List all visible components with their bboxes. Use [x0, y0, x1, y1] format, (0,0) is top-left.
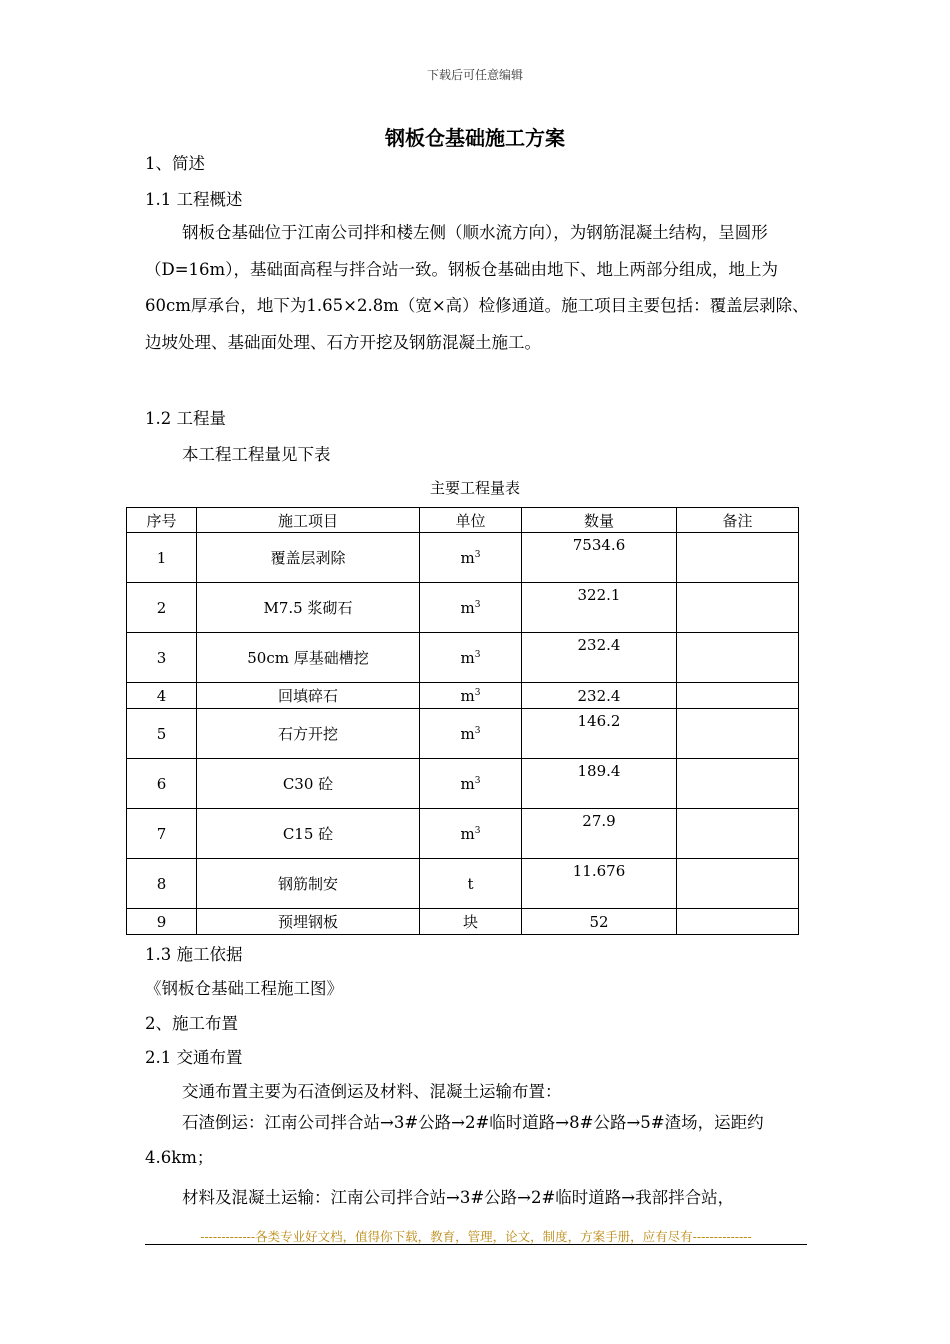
material-text: 材料及混凝土运输：江南公司拌合站→3#公路→2#临时道路→我部拌合站， — [182, 1188, 735, 1207]
quantity-table — [126, 507, 799, 935]
cell-note — [677, 683, 799, 709]
cell-item: 钢筋制安 — [197, 859, 420, 909]
cell-note — [677, 709, 799, 759]
cell-unit: $m^3$ — [420, 533, 522, 583]
header-qty: 数量 — [522, 508, 677, 533]
table-row — [127, 759, 799, 809]
header-unit: 单位 — [420, 508, 522, 533]
cell-unit: t — [420, 859, 522, 909]
cell-item: 预埋钢板 — [197, 909, 420, 935]
slag-paragraph — [145, 1105, 813, 1175]
cell-note — [677, 759, 799, 809]
basis-text: 《钢板仓基础工程施工图》 — [145, 979, 343, 998]
traffic-intro: 交通布置主要为石渣倒运及材料、混凝土运输布置： — [182, 1082, 562, 1101]
cell-qty: 322.1 — [522, 583, 677, 633]
cell-unit: $m^3$ — [420, 683, 522, 709]
cell-note — [677, 533, 799, 583]
section-1-heading: 1、简述 — [145, 154, 205, 173]
table-row — [127, 909, 799, 935]
document-title: 钢板仓基础施工方案 — [385, 126, 565, 150]
cell-item: M7.5 浆砌石 — [197, 583, 420, 633]
footer-banner: -------------各类专业好文档，值得你下载，教育，管理，论文，制度，方案手册，应有尽有-------------- — [200, 1229, 752, 1244]
cell-no: 1 — [127, 533, 197, 583]
cell-qty: 189.4 — [522, 759, 677, 809]
cell-unit: $m^3$ — [420, 583, 522, 633]
table-row — [127, 809, 799, 859]
cell-no: 2 — [127, 583, 197, 633]
cell-no: 4 — [127, 683, 197, 709]
cell-unit: $m^3$ — [420, 759, 522, 809]
section-1-2-heading: 1.2 工程量 — [145, 409, 226, 428]
slag-text: 石渣倒运：江南公司拌合站→3#公路→2#临时道路→8#公路→5#渣场，运距约 4.6km； — [145, 1113, 764, 1167]
cell-no: 3 — [127, 633, 197, 683]
cell-qty: 232.4 — [522, 683, 677, 709]
section-2-heading: 2、施工布置 — [145, 1014, 238, 1033]
cell-note — [677, 859, 799, 909]
cell-unit: $m^3$ — [420, 809, 522, 859]
cell-unit: $m^3$ — [420, 709, 522, 759]
table-row — [127, 859, 799, 909]
table-row — [127, 633, 799, 683]
table-row — [127, 683, 799, 709]
cell-note — [677, 809, 799, 859]
header-note: 备注 — [677, 508, 799, 533]
cell-item: 石方开挖 — [197, 709, 420, 759]
cell-note — [677, 583, 799, 633]
section-2-1-heading: 2.1 交通布置 — [145, 1048, 243, 1067]
cell-item: C15 砼 — [197, 809, 420, 859]
cell-unit: 块 — [420, 909, 522, 935]
cell-qty: 27.9 — [522, 809, 677, 859]
cell-note — [677, 633, 799, 683]
section-1-1-heading: 1.1 工程概述 — [145, 190, 243, 209]
cell-item: 50cm 厚基础槽挖 — [197, 633, 420, 683]
cell-no: 5 — [127, 709, 197, 759]
cell-item: C30 砼 — [197, 759, 420, 809]
table-row — [127, 709, 799, 759]
overview-paragraph — [145, 215, 813, 361]
cell-no: 6 — [127, 759, 197, 809]
cell-qty: 7534.6 — [522, 533, 677, 583]
cell-qty: 146.2 — [522, 709, 677, 759]
cell-unit: $m^3$ — [420, 633, 522, 683]
header-item: 施工项目 — [197, 508, 420, 533]
quantity-intro: 本工程工程量见下表 — [182, 445, 331, 464]
cell-item: 覆盖层剥除 — [197, 533, 420, 583]
header-note: 下载后可任意编辑 — [426, 68, 523, 82]
cell-qty: 232.4 — [522, 633, 677, 683]
cell-no: 9 — [127, 909, 197, 935]
overview-text: 钢板仓基础位于江南公司拌和楼左侧（顺水流方向），为钢筋混凝土结构，呈圆形（D=16m），基础面高程与拌合站一致。钢板仓基础由地下、地上两部分组成，地上为60cm厚承台，地下为1.65×2.8m（宽×高）检修通道。施工项目主要包括：覆盖层剥除、边坡处理、基础面处理、石方开挖及钢筋混凝土施工。 — [145, 223, 809, 352]
table-row — [127, 583, 799, 633]
table-header-row — [127, 508, 799, 533]
cell-qty: 52 — [522, 909, 677, 935]
table-caption: 主要工程量表 — [429, 479, 520, 497]
footer-divider — [145, 1244, 807, 1245]
header-no: 序号 — [127, 508, 197, 533]
cell-no: 7 — [127, 809, 197, 859]
cell-item: 回填碎石 — [197, 683, 420, 709]
section-1-3-heading: 1.3 施工依据 — [145, 945, 243, 964]
cell-qty: 11.676 — [522, 859, 677, 909]
cell-note — [677, 909, 799, 935]
cell-no: 8 — [127, 859, 197, 909]
table-row — [127, 533, 799, 583]
